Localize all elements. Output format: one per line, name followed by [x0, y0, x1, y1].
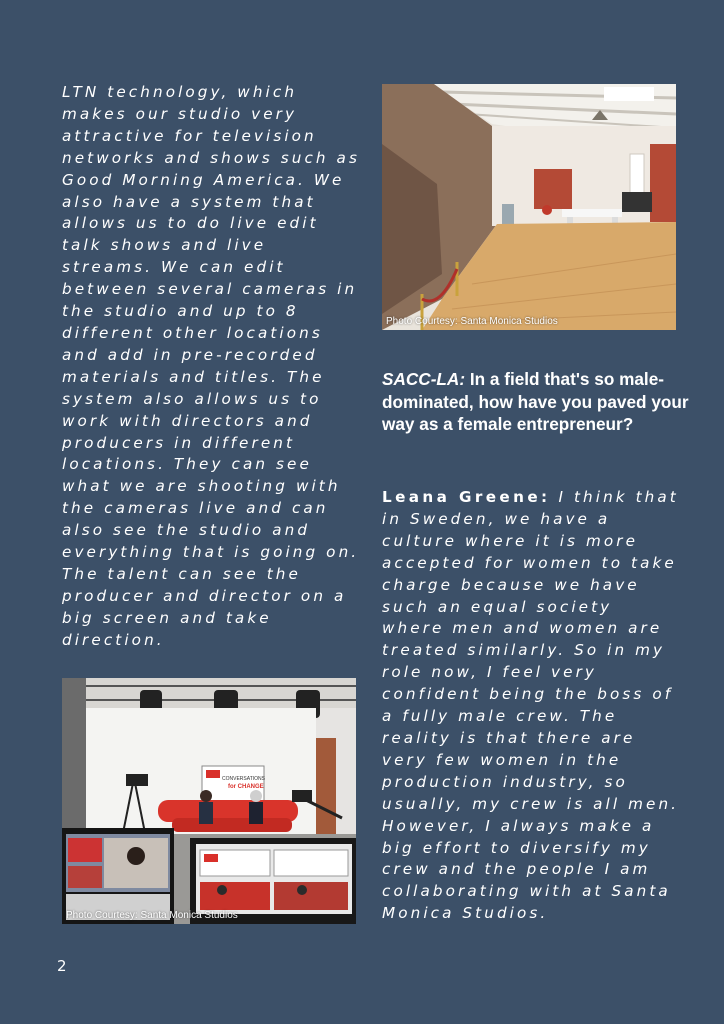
answer-speaker: Leana Greene:	[382, 488, 551, 506]
body-text-left: LTN technology, which makes our studio very attractive for television networks and shows such as Good Morning America. We also have a system that allows us to do live edit talk shows and live streams. We can edit between several cameras in the studio and up to 8 different other locations and add in pre-recorded materials and titles. The system also allows us to work with directors and producers in different locations. They can see what we are shooting with the cameras live and can also see the studio and everything that is going on. The talent can see the producer and director on a big screen and take direction.	[62, 83, 360, 649]
question-label: SACC-LA:	[382, 369, 466, 389]
photo-caption: Photo Courtesy: Santa Monica Studios	[386, 316, 558, 327]
studio-loft-photo	[382, 84, 676, 330]
photo-caption: Photo Courtesy: Santa Monica Studios	[66, 910, 238, 921]
studio-loft-illustration	[382, 84, 676, 330]
page-number: 2	[57, 957, 68, 975]
answer-text: I think that in Sweden, we have a culture where it is more accepted for women to take charge because we have such an equal society where men and women are treated similarly. So in my role now, I feel very confident being the boss of a fully male crew. The reality is that there are very few women in the production industry, so usually, my crew is all men. However, I always make a big effort to diversify my crew and the people I am collaborating with at Santa Monica Studios.	[382, 488, 680, 923]
interview-question	[382, 368, 712, 436]
tv-studio-photo	[62, 678, 356, 924]
set-screen-text-2: for CHANGE	[228, 784, 264, 790]
tv-studio-illustration	[62, 678, 356, 924]
question-text: In a field that's so male-dominated, how have you paved your way as a female entrepreneur?	[382, 369, 689, 434]
interview-answer	[382, 487, 682, 925]
set-screen-text-1: CONVERSATIONS	[222, 776, 265, 782]
